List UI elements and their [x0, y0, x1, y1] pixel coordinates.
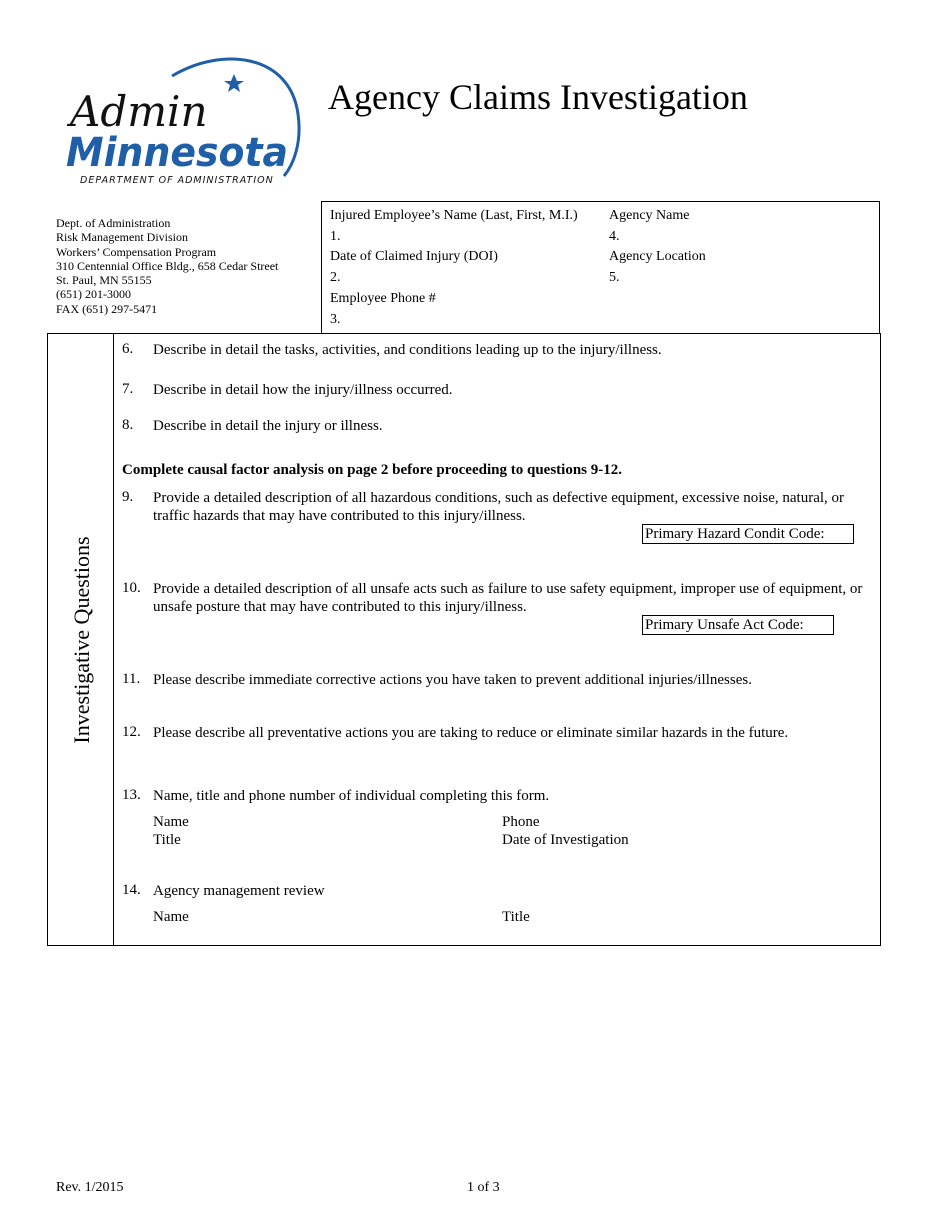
address-line: FAX (651) 297-5471	[56, 301, 158, 316]
doi-field[interactable]: 2.	[330, 270, 341, 285]
question-number: 10.	[122, 580, 141, 596]
question-8-text: Describe in detail the injury or illness.	[153, 418, 383, 434]
question-number: 6.	[122, 341, 134, 357]
side-section-label: Investigative Questions	[69, 536, 94, 744]
causal-analysis-note: Complete causal factor analysis on page 2 before proceeding to questions 9-12.	[122, 462, 622, 478]
address-line: Dept. of Administration	[56, 216, 171, 230]
admin-minnesota-logo	[52, 52, 312, 192]
question-10-text: Provide a detailed description of all unsafe acts such as failure to use safety equipment, improper use of equipment, or unsafe posture that may have contributed to this injury/illness.	[153, 581, 863, 615]
question-number: 11.	[122, 671, 141, 687]
question-14-text: Agency management review	[153, 883, 325, 899]
unsafe-act-code-field[interactable]: Primary Unsafe Act Code:	[642, 615, 834, 635]
question-number: 13.	[122, 787, 141, 803]
address-line: 310 Centennial Office Bldg., 658 Cedar Street	[56, 258, 279, 273]
hazard-code-field[interactable]: Primary Hazard Condit Code:	[642, 524, 854, 544]
completer-title-field[interactable]: Title	[153, 832, 181, 848]
completer-name-field[interactable]: Name	[153, 814, 189, 830]
employee-phone-label: Employee Phone #	[330, 291, 436, 306]
address-line: St. Paul, MN 55155	[56, 273, 152, 288]
logo-script-text: Admin	[70, 87, 208, 136]
agency-name-field[interactable]: 4.	[609, 229, 620, 244]
logo-graphic	[52, 52, 312, 192]
claim-info-box	[321, 201, 880, 333]
reviewer-name-field[interactable]: Name	[153, 909, 189, 925]
agency-location-label: Agency Location	[609, 249, 706, 264]
logo-word-text: Minnesota	[66, 130, 288, 176]
logo-tagline: DEPARTMENT OF ADMINISTRATION	[80, 175, 274, 186]
side-divider	[113, 333, 114, 946]
doi-label: Date of Claimed Injury (DOI)	[330, 249, 498, 264]
question-number: 14.	[122, 882, 141, 898]
question-12-text: Please describe all preventative actions you are taking to reduce or eliminate similar hazards in the future.	[153, 725, 789, 741]
question-6-text: Describe in detail the tasks, activities, and conditions leading up to the injury/illness.	[153, 342, 662, 358]
question-number: 9.	[122, 489, 134, 505]
page-number: 1 of 3	[467, 1180, 500, 1195]
reviewer-title-field[interactable]: Title	[502, 909, 530, 925]
star-icon	[224, 74, 244, 92]
question-number: 7.	[122, 381, 134, 397]
investigation-date-field[interactable]: Date of Investigation	[502, 832, 629, 848]
question-13-text: Name, title and phone number of individual completing this form.	[153, 788, 550, 804]
address-block	[56, 216, 278, 316]
question-9-text: Provide a detailed description of all hazardous conditions, such as defective equipment, excessive noise, natural, or traffic hazards that may have contributed to this injury/illness.	[153, 490, 845, 524]
completer-phone-field[interactable]: Phone	[502, 814, 540, 830]
revision-label: Rev. 1/2015	[56, 1180, 124, 1195]
address-line: Risk Management Division	[56, 230, 188, 245]
question-7-text: Describe in detail how the injury/illness occurred.	[153, 382, 453, 398]
agency-location-field[interactable]: 5.	[609, 270, 620, 285]
agency-name-label: Agency Name	[609, 208, 690, 223]
page-title: Agency Claims Investigation	[328, 77, 748, 117]
address-line: (651) 201-3000	[56, 287, 131, 302]
question-number: 12.	[122, 724, 141, 740]
employee-name-field[interactable]: 1.	[330, 229, 341, 244]
question-number: 8.	[122, 417, 134, 433]
question-11-text: Please describe immediate corrective actions you have taken to prevent additional injuries/illnesses.	[153, 672, 752, 688]
employee-phone-field[interactable]: 3.	[330, 312, 341, 327]
address-line: Workers’ Compensation Program	[56, 244, 217, 259]
employee-name-label: Injured Employee’s Name (Last, First, M.I.)	[330, 208, 578, 223]
